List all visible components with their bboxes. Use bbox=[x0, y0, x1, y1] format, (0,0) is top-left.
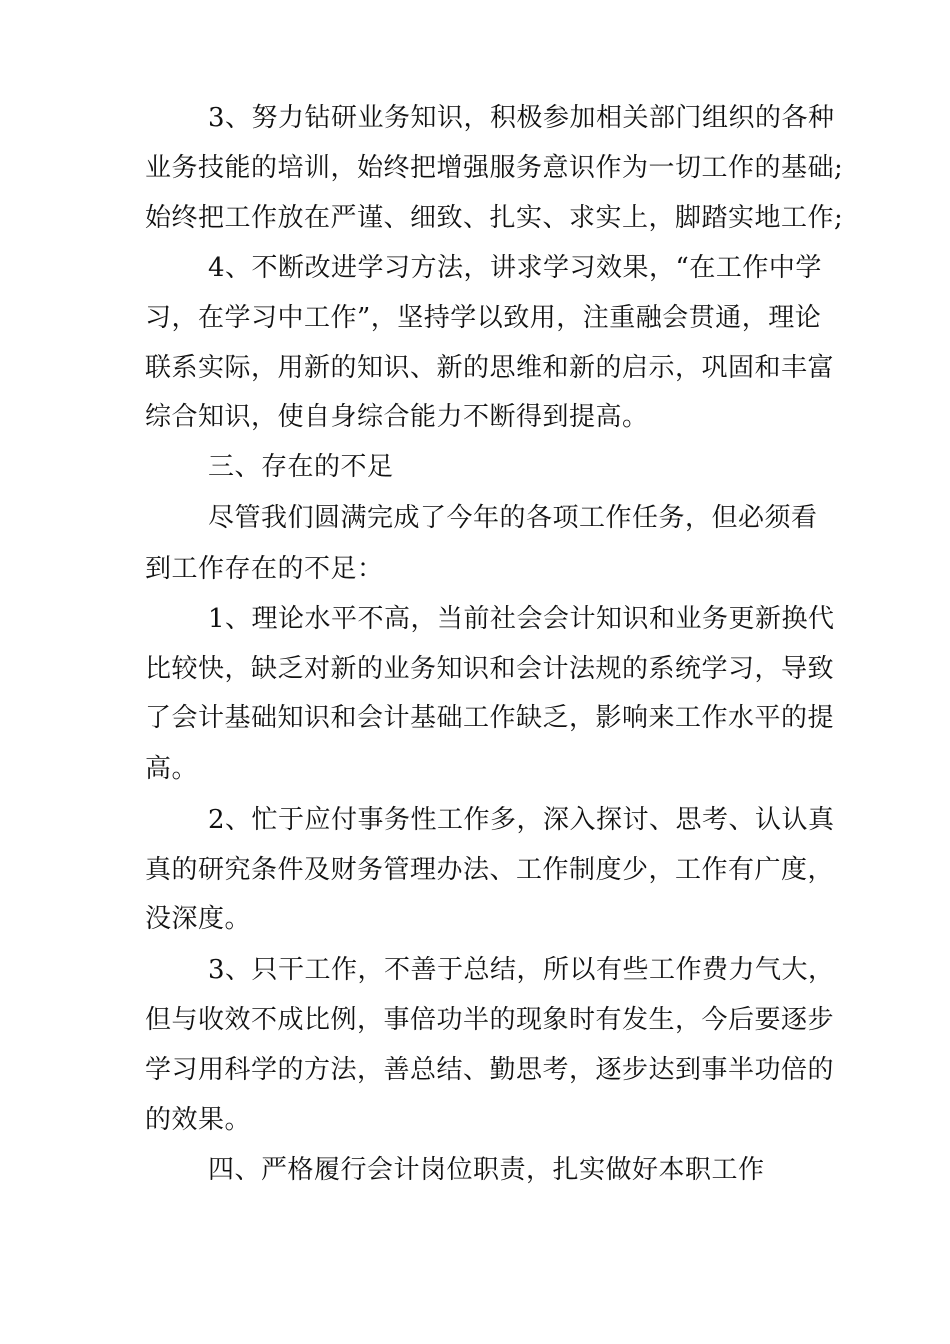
text-line: 了会计基础知识和会计基础工作缺乏，影响来工作水平的提 bbox=[145, 703, 835, 733]
text-line: 业务技能的培训，始终把增强服务意识作为一切工作的基础; bbox=[145, 153, 844, 183]
text-line: 始终把工作放在严谨、细致、扎实、求实上，脚踏实地工作; bbox=[145, 203, 844, 233]
text-line: 比较快，缺乏对新的业务知识和会计法规的系统学习，导致 bbox=[145, 654, 835, 684]
text-line: 到工作存在的不足： bbox=[145, 554, 384, 584]
text-line: 学习用科学的方法，善总结、勤思考，逐步达到事半功倍的 bbox=[145, 1055, 835, 1085]
text-line: 的效果。 bbox=[145, 1105, 252, 1135]
text-line: 尽管我们圆满完成了今年的各项工作任务，但必须看 bbox=[208, 503, 818, 533]
text-line: 3、努力钻研业务知识，积极参加相关部门组织的各种 bbox=[208, 103, 835, 133]
text-line: 真的研究条件及财务管理办法、工作制度少，工作有广度， bbox=[145, 855, 835, 885]
section-heading: 三、存在的不足 bbox=[208, 452, 394, 482]
text-line: 没深度。 bbox=[145, 904, 252, 934]
text-line: 习，在学习中工作”，坚持学以致用，注重融会贯通，理论 bbox=[145, 303, 822, 333]
text-line: 但与收效不成比例，事倍功半的现象时有发生，今后要逐步 bbox=[145, 1005, 835, 1035]
text-line: 2、忙于应付事务性工作多，深入探讨、思考、认认真 bbox=[208, 805, 835, 835]
text-line: 高。 bbox=[145, 754, 199, 784]
text-line: 联系实际，用新的知识、新的思维和新的启示，巩固和丰富 bbox=[145, 353, 835, 383]
text-line: 综合知识，使自身综合能力不断得到提高。 bbox=[145, 402, 649, 432]
section-heading: 四、严格履行会计岗位职责，扎实做好本职工作 bbox=[208, 1155, 765, 1185]
text-line: 3、只干工作，不善于总结，所以有些工作费力气大， bbox=[208, 955, 835, 985]
text-line: 1、理论水平不高，当前社会会计知识和业务更新换代 bbox=[208, 604, 835, 634]
text-line: 4、不断改进学习方法，讲求学习效果，“在工作中学 bbox=[208, 253, 822, 283]
